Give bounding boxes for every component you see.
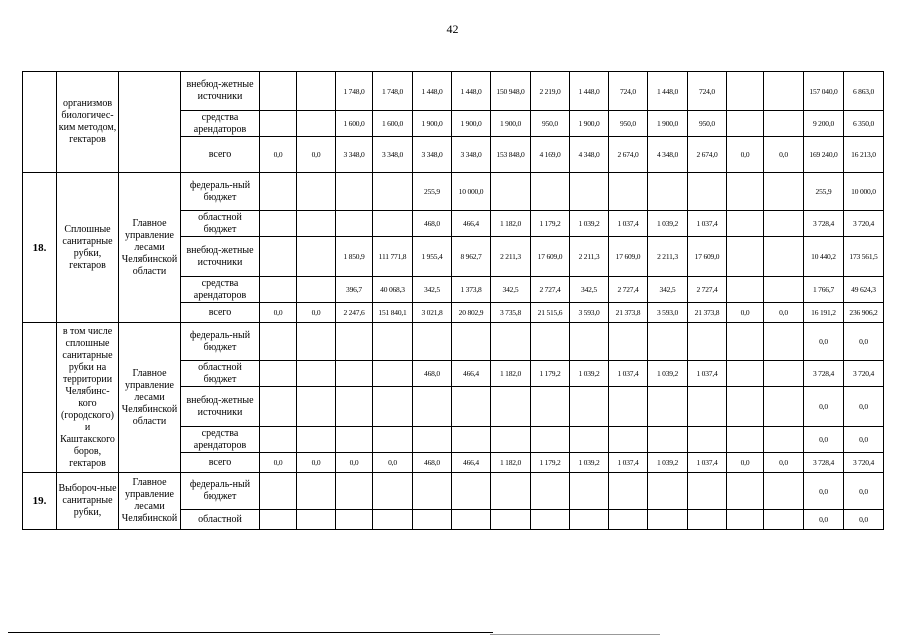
value-cell [260,473,297,510]
value-cell [452,387,491,427]
value-cell [336,211,373,237]
value-cell [260,361,297,387]
table-row [23,72,884,111]
value-cell: 1 039,2 [648,211,688,237]
value-cell [764,323,804,361]
funding-source: федераль-ный бюджет [181,173,260,211]
value-cell: 342,5 [570,277,609,303]
value-cell: 1 850,9 [336,237,373,277]
value-cell: 21 515,6 [531,303,570,323]
value-cell: 0,0 [260,137,297,173]
value-cell [609,173,648,211]
value-cell: 17 609,0 [688,237,727,277]
funding-source: средства арендаторов [181,111,260,137]
value-cell: 1 182,0 [491,211,531,237]
value-cell: 6 350,0 [844,111,884,137]
funding-source: федераль-ный бюджет [181,473,260,510]
value-cell: 342,5 [491,277,531,303]
value-cell [260,211,297,237]
value-cell: 1 039,2 [570,361,609,387]
value-cell: 2 727,4 [609,277,648,303]
value-cell [648,473,688,510]
value-cell: 396,7 [336,277,373,303]
value-cell: 724,0 [609,72,648,111]
executor-name [119,72,181,173]
value-cell [727,237,764,277]
item-number: 18. [23,173,57,323]
value-cell [764,387,804,427]
value-cell [570,473,609,510]
value-cell: 1 037,4 [688,453,727,473]
value-cell [260,173,297,211]
value-cell [336,473,373,510]
value-cell [648,323,688,361]
value-cell: 1 900,0 [648,111,688,137]
value-cell: 17 609,0 [609,237,648,277]
value-cell: 1 448,0 [452,72,491,111]
value-cell: 153 848,0 [491,137,531,173]
value-cell: 10 000,0 [452,173,491,211]
value-cell: 3 720,4 [844,453,884,473]
value-cell: 0,0 [804,473,844,510]
value-cell [531,427,570,453]
funding-source: всего [181,453,260,473]
value-cell [727,427,764,453]
value-cell: 1 600,0 [373,111,413,137]
value-cell [336,323,373,361]
table-row [23,173,884,211]
value-cell [373,323,413,361]
value-cell [609,427,648,453]
value-cell: 8 962,7 [452,237,491,277]
value-cell: 1 037,4 [609,453,648,473]
value-cell: 466,4 [452,361,491,387]
value-cell [570,427,609,453]
value-cell: 0,0 [297,303,336,323]
value-cell [727,277,764,303]
value-cell: 10 440,2 [804,237,844,277]
value-cell [648,427,688,453]
value-cell [336,361,373,387]
value-cell [336,173,373,211]
funding-source: средства арендаторов [181,277,260,303]
value-cell: 1 179,2 [531,361,570,387]
value-cell [297,211,336,237]
value-cell: 1 900,0 [452,111,491,137]
value-cell [452,510,491,530]
value-cell: 3 348,0 [452,137,491,173]
value-cell [609,473,648,510]
value-cell [373,473,413,510]
value-cell: 1 037,4 [688,211,727,237]
value-cell: 17 609,0 [531,237,570,277]
value-cell [648,510,688,530]
value-cell: 2 247,6 [336,303,373,323]
value-cell: 0,0 [804,427,844,453]
value-cell [491,323,531,361]
value-cell: 2 674,0 [688,137,727,173]
value-cell: 1 448,0 [648,72,688,111]
value-cell [688,510,727,530]
value-cell [688,173,727,211]
value-cell: 1 182,0 [491,361,531,387]
value-cell: 3 728,4 [804,361,844,387]
value-cell [688,387,727,427]
value-cell [727,211,764,237]
value-cell [531,323,570,361]
value-cell: 0,0 [764,137,804,173]
value-cell [570,323,609,361]
value-cell [491,510,531,530]
value-cell: 0,0 [727,303,764,323]
value-cell: 2 727,4 [531,277,570,303]
value-cell [764,72,804,111]
value-cell: 10 000,0 [844,173,884,211]
value-cell [260,277,297,303]
item-number [23,72,57,173]
value-cell [413,323,452,361]
value-cell: 169 240,0 [804,137,844,173]
value-cell [373,510,413,530]
value-cell [688,473,727,510]
value-cell: 950,0 [531,111,570,137]
value-cell: 0,0 [336,453,373,473]
value-cell [764,173,804,211]
value-cell [373,427,413,453]
item-number: 19. [23,473,57,530]
value-cell [336,427,373,453]
value-cell [297,323,336,361]
value-cell [531,387,570,427]
value-cell: 1 182,0 [491,453,531,473]
value-cell: 1 955,4 [413,237,452,277]
value-cell [297,427,336,453]
value-cell [688,323,727,361]
funding-source: федераль-ный бюджет [181,323,260,361]
value-cell: 342,5 [648,277,688,303]
value-cell: 2 727,4 [688,277,727,303]
value-cell: 3 720,4 [844,211,884,237]
value-cell: 1 600,0 [336,111,373,137]
value-cell [260,387,297,427]
value-cell [297,72,336,111]
value-cell: 1 037,4 [609,211,648,237]
value-cell [260,111,297,137]
value-cell: 1 748,0 [373,72,413,111]
funding-source: внебюд-жетные источники [181,72,260,111]
value-cell [648,173,688,211]
value-cell [373,211,413,237]
value-cell: 111 771,8 [373,237,413,277]
value-cell: 1 037,4 [609,361,648,387]
value-cell [727,72,764,111]
value-cell [373,173,413,211]
value-cell: 255,9 [804,173,844,211]
value-cell: 21 373,8 [688,303,727,323]
value-cell: 1 179,2 [531,211,570,237]
value-cell: 3 735,8 [491,303,531,323]
value-cell [570,387,609,427]
value-cell: 3 593,0 [570,303,609,323]
value-cell: 1 179,2 [531,453,570,473]
value-cell: 2 219,0 [531,72,570,111]
value-cell: 236 906,2 [844,303,884,323]
value-cell: 4 169,0 [531,137,570,173]
value-cell: 9 200,0 [804,111,844,137]
funding-source: внебюд-жетные источники [181,237,260,277]
value-cell: 0,0 [297,137,336,173]
value-cell [570,510,609,530]
value-cell: 1 748,0 [336,72,373,111]
value-cell [373,361,413,387]
value-cell: 1 039,2 [648,453,688,473]
value-cell: 3 021,8 [413,303,452,323]
value-cell: 468,0 [413,211,452,237]
value-cell [648,387,688,427]
value-cell: 0,0 [804,387,844,427]
value-cell: 468,0 [413,453,452,473]
value-cell: 3 348,0 [413,137,452,173]
value-cell: 1 900,0 [570,111,609,137]
value-cell: 157 040,0 [804,72,844,111]
value-cell [260,323,297,361]
value-cell: 4 348,0 [648,137,688,173]
funding-source: областной бюджет [181,211,260,237]
value-cell: 0,0 [297,453,336,473]
value-cell [727,323,764,361]
value-cell: 1 900,0 [413,111,452,137]
value-cell: 468,0 [413,361,452,387]
value-cell: 3 728,4 [804,211,844,237]
value-cell [413,427,452,453]
value-cell: 466,4 [452,211,491,237]
value-cell: 724,0 [688,72,727,111]
value-cell [452,427,491,453]
value-cell [260,427,297,453]
value-cell: 2 674,0 [609,137,648,173]
value-cell: 1 039,2 [570,211,609,237]
funding-source: областной бюджет [181,361,260,387]
value-cell: 1 037,4 [688,361,727,387]
value-cell [764,473,804,510]
table-row [23,323,884,361]
value-cell: 0,0 [844,427,884,453]
value-cell [297,387,336,427]
value-cell [531,173,570,211]
value-cell: 3 720,4 [844,361,884,387]
value-cell [297,173,336,211]
value-cell [297,473,336,510]
value-cell [727,387,764,427]
value-cell: 0,0 [260,453,297,473]
value-cell: 173 561,5 [844,237,884,277]
value-cell [764,510,804,530]
value-cell: 1 766,7 [804,277,844,303]
value-cell [413,510,452,530]
value-cell [260,510,297,530]
value-cell: 0,0 [804,510,844,530]
table-row [23,473,884,510]
value-cell [764,237,804,277]
value-cell [531,473,570,510]
value-cell [491,427,531,453]
value-cell [297,510,336,530]
value-cell [727,361,764,387]
value-cell: 16 191,2 [804,303,844,323]
value-cell: 0,0 [260,303,297,323]
value-cell: 0,0 [764,453,804,473]
value-cell: 6 863,0 [844,72,884,111]
value-cell [727,510,764,530]
funding-source: областной [181,510,260,530]
funding-source: всего [181,137,260,173]
executor-name: Главное управление лесами Челябинской области [119,323,181,473]
value-cell: 0,0 [844,473,884,510]
activity-name: Выбороч-ные санитарные рубки, [57,473,119,530]
value-cell [452,323,491,361]
value-cell: 0,0 [727,453,764,473]
value-cell [764,211,804,237]
value-cell [688,427,727,453]
page-bottom-rule-faint [490,634,660,635]
value-cell [764,361,804,387]
value-cell: 1 039,2 [648,361,688,387]
value-cell [260,237,297,277]
item-number [23,323,57,473]
value-cell: 950,0 [609,111,648,137]
value-cell [764,277,804,303]
value-cell [452,473,491,510]
value-cell: 151 840,1 [373,303,413,323]
value-cell: 0,0 [844,323,884,361]
value-cell: 3 728,4 [804,453,844,473]
value-cell [413,387,452,427]
value-cell: 49 624,3 [844,277,884,303]
value-cell: 2 211,3 [570,237,609,277]
value-cell [491,173,531,211]
value-cell: 3 593,0 [648,303,688,323]
value-cell [570,173,609,211]
value-cell [336,387,373,427]
value-cell [297,277,336,303]
value-cell: 4 348,0 [570,137,609,173]
value-cell: 1 448,0 [570,72,609,111]
activity-name: в том числе сплошные санитарные рубки на территории Челябинс-кого (городского) и Каштакского боров, гектаров [57,323,119,473]
value-cell [531,510,570,530]
value-cell: 255,9 [413,173,452,211]
activity-name: Сплошные санитарные рубки, гектаров [57,173,119,323]
value-cell: 466,4 [452,453,491,473]
value-cell: 1 373,8 [452,277,491,303]
value-cell: 20 802,9 [452,303,491,323]
value-cell [260,72,297,111]
value-cell: 0,0 [764,303,804,323]
value-cell: 40 068,3 [373,277,413,303]
value-cell: 3 348,0 [336,137,373,173]
value-cell: 0,0 [844,510,884,530]
executor-name: Главное управление лесами Челябинской [119,473,181,530]
page-bottom-rule [8,632,493,633]
value-cell [336,510,373,530]
value-cell [297,237,336,277]
funding-source: внебюд-жетные источники [181,387,260,427]
value-cell [491,387,531,427]
value-cell: 950,0 [688,111,727,137]
value-cell: 1 448,0 [413,72,452,111]
value-cell: 3 348,0 [373,137,413,173]
value-cell: 0,0 [804,323,844,361]
value-cell [297,361,336,387]
value-cell [727,173,764,211]
value-cell [413,473,452,510]
value-cell [764,111,804,137]
budget-table [22,71,884,530]
value-cell: 1 900,0 [491,111,531,137]
value-cell: 0,0 [373,453,413,473]
value-cell: 0,0 [844,387,884,427]
value-cell [297,111,336,137]
value-cell: 342,5 [413,277,452,303]
value-cell [764,427,804,453]
activity-name: организмов биологичес-ким методом, гектаров [57,72,119,173]
value-cell [727,111,764,137]
page-number: 42 [446,22,459,36]
executor-name: Главное управление лесами Челябинской области [119,173,181,323]
value-cell [609,387,648,427]
value-cell: 2 211,3 [648,237,688,277]
value-cell: 2 211,3 [491,237,531,277]
value-cell [609,323,648,361]
value-cell [727,473,764,510]
funding-source: средства арендаторов [181,427,260,453]
value-cell: 16 213,0 [844,137,884,173]
funding-source: всего [181,303,260,323]
value-cell: 0,0 [727,137,764,173]
value-cell: 1 039,2 [570,453,609,473]
value-cell [609,510,648,530]
value-cell: 21 373,8 [609,303,648,323]
value-cell [491,473,531,510]
value-cell [373,387,413,427]
value-cell: 150 948,0 [491,72,531,111]
